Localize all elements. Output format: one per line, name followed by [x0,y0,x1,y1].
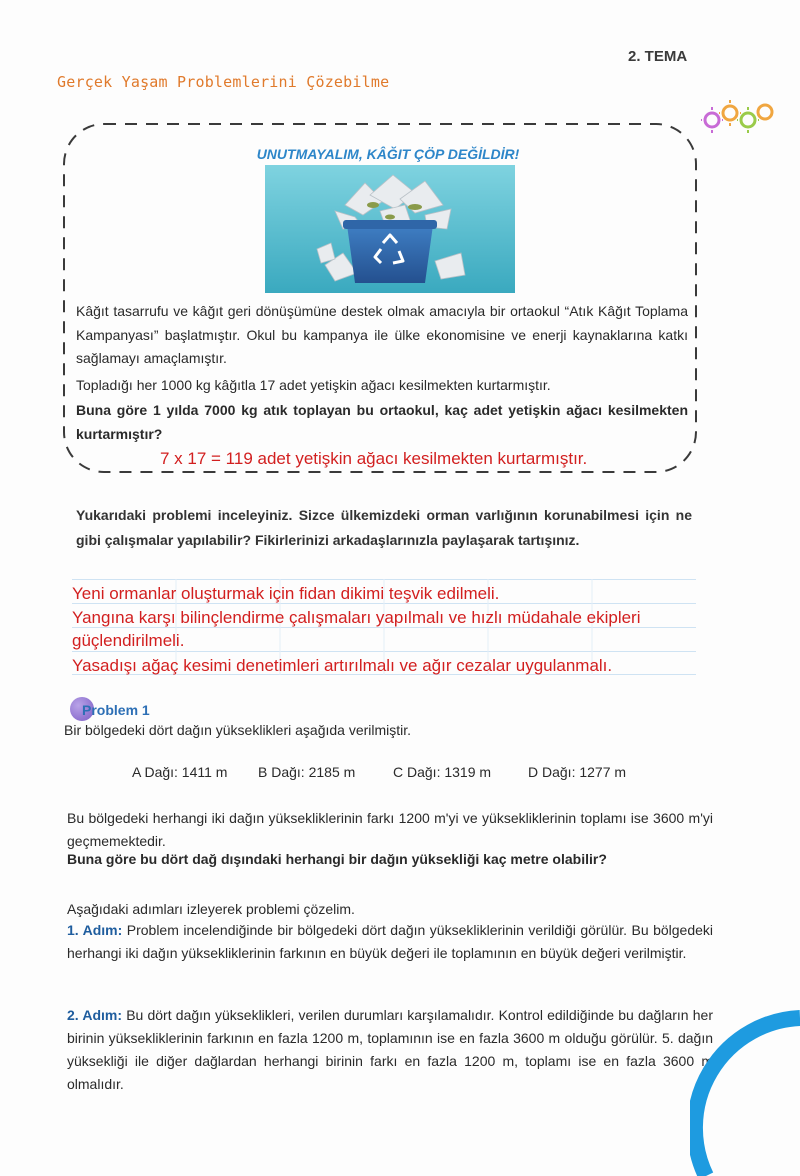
handwritten-answer-line: Yasadışı ağaç kesimi denetimleri artırılmalı ve ağır cezalar uygulanmalı. [72,656,613,675]
handwritten-answer: 7 x 17 = 119 adet yetişkin ağacı kesilmekten kurtarmıştır. [160,449,588,468]
problem-condition: Bu bölgedeki herhangi iki dağın yüksekliklerinin farkı 1200 m'yi ve yüksekliklerinin toplamı ise 3600 m'yi geçmemektedir. [67,810,713,849]
handwritten-answer-line: Yeni ormanlar oluşturmak için fidan dikimi teşvik edilmeli. [72,584,500,603]
gears-icon [700,98,780,134]
mountain-height: D Dağı: 1277 m [528,764,627,780]
decorative-corner-arc [690,1010,800,1176]
box-heading: UNUTMAYALIM, KÂĞIT ÇÖP DEĞİLDİR! [256,146,520,162]
step-2-label: 2. Adım: [67,1007,122,1023]
mountain-height: C Dağı: 1319 m [393,764,492,780]
theme-label: 2. TEMA [628,48,688,65]
box-paragraph-1: Kâğıt tasarrufu ve kâğıt geri dönüşümüne destek olmak amacıyla bir ortaokul “Atık Kâğıt Toplama Kampanyası” başlatmıştır. Okul bu kampanya ile ülke ekonomisine ve enerji kaynaklarına katkı sağlamayı amaçlamıştır. [76,303,688,366]
box-paragraph-2: Topladığı her 1000 kg kâğıtla 17 adet yetişkin ağacı kesilmekten kurtarmıştır. [76,377,551,393]
problem-question: Buna göre bu dört dağ dışındaki herhangi bir dağın yüksekliği kaç metre olabilir? [67,851,607,867]
step-1-text: Problem incelendiğinde bir bölgedeki dört dağın yüksekliklerinin verildiği görülür. Bu bölgedeki herhangi iki dağın yüksekliklerinin farkının en büyük değeri ile toplamının en büyük değeri verilmiştir. [67,922,714,961]
step-1 [67,919,713,965]
box-question: Buna göre 1 yılda 7000 kg atık toplayan bu ortaokul, kaç adet yetişkin ağacı kesilmekten kurtarmıştır? [76,402,688,442]
step-1-label: 1. Adım: [67,922,123,938]
problem-intro: Bir bölgedeki dört dağın yükseklikleri aşağıda verilmiştir. [64,722,412,738]
handwritten-answer-line: Yangına karşı bilinçlendirme çalışmaları yapılmalı ve hızlı müdahale ekipleri [72,608,641,627]
mountain-height: A Dağı: 1411 m [132,764,228,780]
steps-intro: Aşağıdaki adımları izleyerek problemi çözelim. [67,901,355,917]
recycle-bin-image [265,165,515,293]
step-2-text: Bu dört dağın yükseklikleri, verilen durumları karşılamalıdır. Kontrol edildiğinde bu dağların her birinin yüksekliklerinin farkının en fazla 1200 m, toplamının ise en fazla 3600 m olduğu görülür. 5. dağın yüksekliği ile diğer dağlardan herhangi birinin farkı en fazla 1200 m, toplamı ise en fazla 3600 m olmalıdır. [67,1007,713,1092]
problem-label: Problem 1 [82,702,150,718]
section-title: Gerçek Yaşam Problemlerini Çözebilme [57,73,390,91]
mountain-height: B Dağı: 2185 m [258,764,356,780]
handwritten-answer-line: güçlendirilmeli. [72,631,185,650]
discussion-prompt: Yukarıdaki problemi inceleyiniz. Sizce ülkemizdeki orman varlığının korunabilmesi için ne gibi çalışmalar yapılabilir? Fikirlerinizi arkadaşlarınızla paylaşarak tartışınız. [76,507,692,548]
step-2 [67,1004,713,1096]
